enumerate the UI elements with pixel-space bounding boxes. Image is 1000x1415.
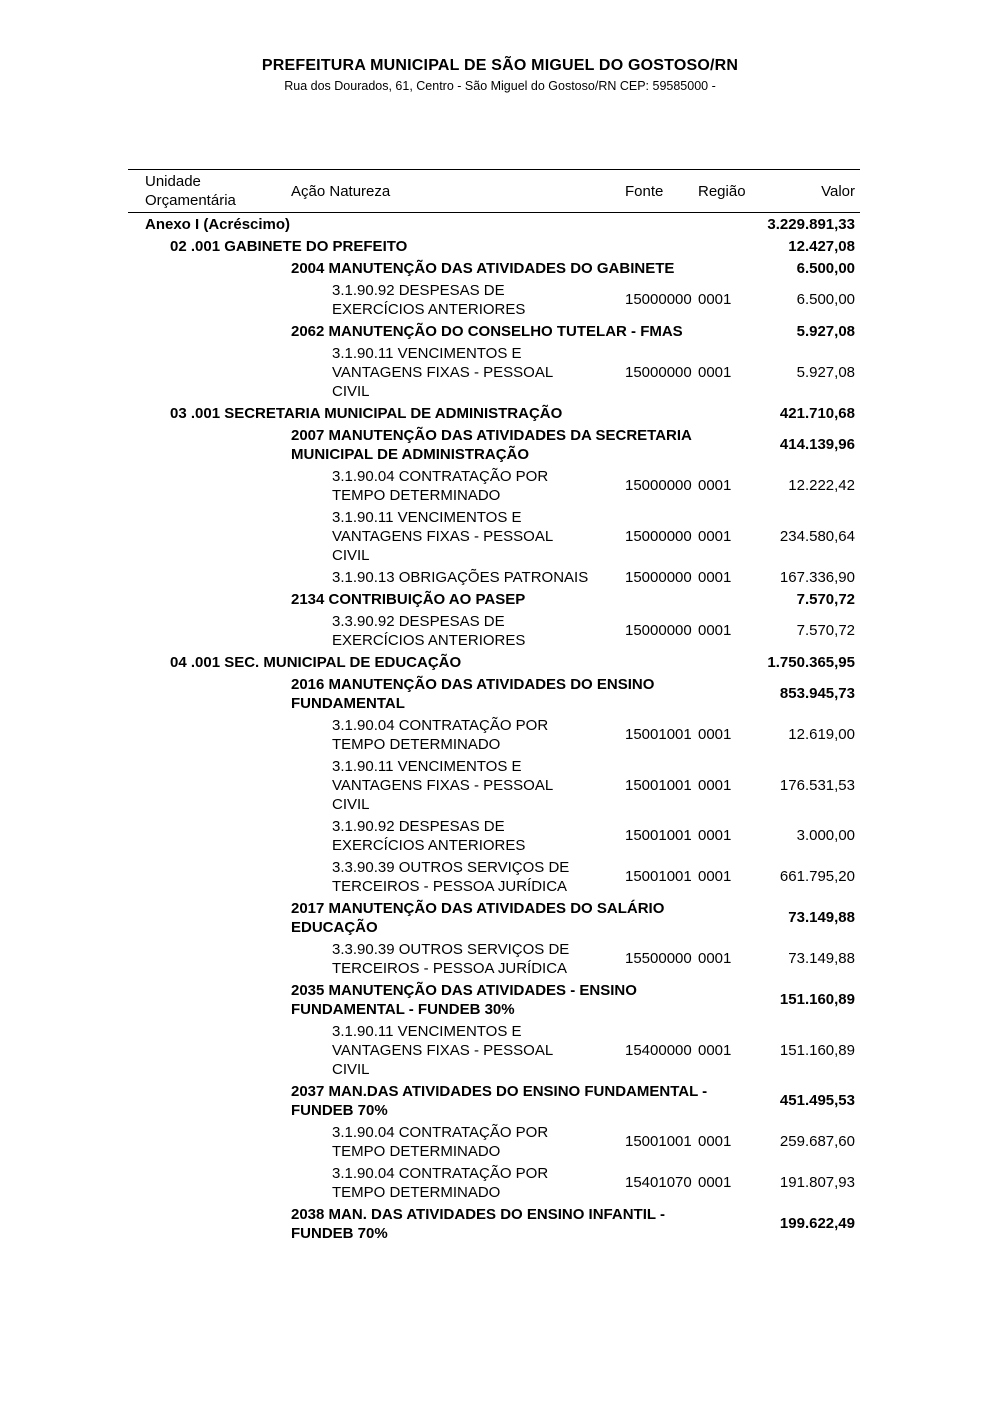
row-description: 3.1.90.11 VENCIMENTOS E VANTAGENS FIXAS - PESSOAL CIVIL xyxy=(332,508,553,564)
row-regiao: 0001 xyxy=(698,363,732,381)
table-row xyxy=(128,856,860,897)
row-valor: 191.807,93 xyxy=(779,1174,855,1191)
row-regiao: 0001 xyxy=(698,291,732,308)
row-regiao: 0001 xyxy=(698,776,732,794)
table-row xyxy=(128,1203,860,1244)
row-valor: 7.570,72 xyxy=(796,590,855,608)
row-description: 3.1.90.13 OBRIGAÇÕES PATRONAIS xyxy=(332,568,589,586)
column-header-fonte: Fonte xyxy=(625,182,664,200)
row-fonte: 15401070 xyxy=(625,1174,692,1191)
row-valor: 1.750.365,95 xyxy=(767,653,855,671)
table-row xyxy=(128,673,860,714)
row-description: 3.3.90.39 OUTROS SERVIÇOS DE TERCEIROS - PESSOA JURÍDICA xyxy=(332,940,570,977)
row-description: 2017 MANUTENÇÃO DAS ATIVIDADES DO SALÁRIO EDUCAÇÃO xyxy=(291,899,665,936)
row-fonte: 15001001 xyxy=(625,726,692,743)
row-fonte: 15000000 xyxy=(625,291,692,308)
table-row xyxy=(128,1020,860,1080)
budget-table xyxy=(128,169,860,1244)
row-valor: 5.927,08 xyxy=(796,322,855,340)
row-valor: 12.619,00 xyxy=(788,726,855,743)
table-row xyxy=(128,755,860,815)
row-fonte: 15000000 xyxy=(625,527,692,545)
table-row xyxy=(128,938,860,979)
column-header-regiao: Região xyxy=(698,182,746,200)
row-fonte: 15400000 xyxy=(625,1041,692,1059)
row-valor: 414.139,96 xyxy=(779,436,855,453)
table-body xyxy=(128,213,860,1244)
table-header-row xyxy=(128,169,860,213)
table-row xyxy=(128,320,860,342)
row-valor: 3.229.891,33 xyxy=(767,215,855,233)
row-valor: 7.570,72 xyxy=(796,622,855,639)
row-description: 2004 MANUTENÇÃO DAS ATIVIDADES DO GABINETE xyxy=(291,259,675,277)
row-description: 3.3.90.39 OUTROS SERVIÇOS DE TERCEIROS - PESSOA JURÍDICA xyxy=(332,858,570,895)
row-valor: 176.531,53 xyxy=(779,776,855,794)
row-description: 3.1.90.92 DESPESAS DE EXERCÍCIOS ANTERIORES xyxy=(332,281,526,318)
row-description: 03 .001 SECRETARIA MUNICIPAL DE ADMINISTRAÇÃO xyxy=(170,404,563,422)
row-description: 3.1.90.11 VENCIMENTOS E VANTAGENS FIXAS - PESSOAL CIVIL xyxy=(332,757,553,813)
row-valor: 451.495,53 xyxy=(779,1092,855,1109)
table-row xyxy=(128,1080,860,1121)
row-description: 3.3.90.92 DESPESAS DE EXERCÍCIOS ANTERIORES xyxy=(332,612,526,649)
table-row xyxy=(128,402,860,424)
row-description: 3.1.90.92 DESPESAS DE EXERCÍCIOS ANTERIORES xyxy=(332,817,526,854)
row-description: 2016 MANUTENÇÃO DAS ATIVIDADES DO ENSINO FUNDAMENTAL xyxy=(291,675,655,712)
table-row xyxy=(128,651,860,673)
document-header xyxy=(0,0,1000,95)
row-valor: 73.149,88 xyxy=(788,950,855,967)
row-regiao: 0001 xyxy=(698,868,732,885)
row-regiao: 0001 xyxy=(698,1133,732,1150)
table-row xyxy=(128,213,860,235)
row-valor: 12.427,08 xyxy=(788,237,855,255)
row-description: 2037 MAN.DAS ATIVIDADES DO ENSINO FUNDAMENTAL - FUNDEB 70% xyxy=(291,1082,708,1119)
row-description: 02 .001 GABINETE DO PREFEITO xyxy=(170,237,408,255)
row-description: 2038 MAN. DAS ATIVIDADES DO ENSINO INFANTIL - FUNDEB 70% xyxy=(291,1205,665,1242)
table-row xyxy=(128,506,860,566)
row-valor: 12.222,42 xyxy=(788,477,855,494)
row-valor: 853.945,73 xyxy=(779,685,855,702)
document-subtitle: Rua dos Dourados, 61, Centro - São Miguel do Gostoso/RN CEP: 59585000 - xyxy=(284,79,716,93)
table-row xyxy=(128,1121,860,1162)
table-row xyxy=(128,566,860,588)
row-fonte: 15000000 xyxy=(625,568,692,586)
table-row xyxy=(128,424,860,465)
row-description: 04 .001 SEC. MUNICIPAL DE EDUCAÇÃO xyxy=(170,653,462,671)
row-description: 3.1.90.11 VENCIMENTOS E VANTAGENS FIXAS - PESSOAL CIVIL xyxy=(332,1022,553,1078)
row-description: 2007 MANUTENÇÃO DAS ATIVIDADES DA SECRETARIA MUNICIPAL DE ADMINISTRAÇÃO xyxy=(291,426,692,463)
row-valor: 3.000,00 xyxy=(796,827,855,844)
table-row xyxy=(128,897,860,938)
row-fonte: 15001001 xyxy=(625,827,692,844)
row-regiao: 0001 xyxy=(698,726,732,743)
row-valor: 5.927,08 xyxy=(796,363,855,381)
column-header-unidade-orcamentaria xyxy=(145,172,291,210)
document-title: PREFEITURA MUNICIPAL DE SÃO MIGUEL DO GOSTOSO/RN xyxy=(261,57,739,74)
row-description: 2062 MANUTENÇÃO DO CONSELHO TUTELAR - FMAS xyxy=(291,322,683,340)
table-row xyxy=(128,610,860,651)
row-regiao: 0001 xyxy=(698,527,732,545)
row-regiao: 0001 xyxy=(698,950,732,967)
column-header-unidade-line2: Orçamentária xyxy=(145,192,236,209)
row-fonte: 15001001 xyxy=(625,776,692,794)
table-row xyxy=(128,714,860,755)
row-fonte: 15000000 xyxy=(625,363,692,381)
column-header-unidade-line1: Unidade xyxy=(145,173,201,190)
row-description: 3.1.90.04 CONTRATAÇÃO POR TEMPO DETERMINADO xyxy=(332,1164,549,1201)
row-description: 2134 CONTRIBUIÇÃO AO PASEP xyxy=(291,590,526,608)
column-header-valor: Valor xyxy=(821,182,855,200)
row-valor: 167.336,90 xyxy=(779,568,855,586)
table-row xyxy=(128,979,860,1020)
table-row xyxy=(128,1162,860,1203)
table-row xyxy=(128,342,860,402)
row-regiao: 0001 xyxy=(698,568,732,586)
row-regiao: 0001 xyxy=(698,1174,732,1191)
row-valor: 199.622,49 xyxy=(779,1215,855,1232)
row-fonte: 15500000 xyxy=(625,950,692,967)
column-header-acao-natureza: Ação Natureza xyxy=(291,182,391,200)
row-valor: 259.687,60 xyxy=(779,1133,855,1150)
row-regiao: 0001 xyxy=(698,1041,732,1059)
row-description: Anexo I (Acréscimo) xyxy=(145,215,291,233)
row-regiao: 0001 xyxy=(698,477,732,494)
table-row xyxy=(128,588,860,610)
row-description: 3.1.90.04 CONTRATAÇÃO POR TEMPO DETERMINADO xyxy=(332,1123,549,1160)
table-row xyxy=(128,815,860,856)
row-valor: 234.580,64 xyxy=(779,527,855,545)
row-fonte: 15001001 xyxy=(625,1133,692,1150)
row-valor: 6.500,00 xyxy=(796,259,855,277)
table-row xyxy=(128,257,860,279)
row-fonte: 15000000 xyxy=(625,622,692,639)
row-description: 3.1.90.04 CONTRATAÇÃO POR TEMPO DETERMINADO xyxy=(332,467,549,504)
table-row xyxy=(128,465,860,506)
row-valor: 73.149,88 xyxy=(788,909,855,926)
row-description: 2035 MANUTENÇÃO DAS ATIVIDADES - ENSINO FUNDAMENTAL - FUNDEB 30% xyxy=(291,981,637,1018)
row-description: 3.1.90.11 VENCIMENTOS E VANTAGENS FIXAS - PESSOAL CIVIL xyxy=(332,344,553,400)
row-regiao: 0001 xyxy=(698,827,732,844)
row-fonte: 15001001 xyxy=(625,868,692,885)
row-regiao: 0001 xyxy=(698,622,732,639)
row-valor: 151.160,89 xyxy=(779,991,855,1008)
row-fonte: 15000000 xyxy=(625,477,692,494)
row-valor: 6.500,00 xyxy=(796,291,855,308)
row-valor: 151.160,89 xyxy=(779,1041,855,1059)
table-row xyxy=(128,235,860,257)
row-description: 3.1.90.04 CONTRATAÇÃO POR TEMPO DETERMINADO xyxy=(332,716,549,753)
table-row xyxy=(128,279,860,320)
row-valor: 421.710,68 xyxy=(779,404,855,422)
row-valor: 661.795,20 xyxy=(779,868,855,885)
